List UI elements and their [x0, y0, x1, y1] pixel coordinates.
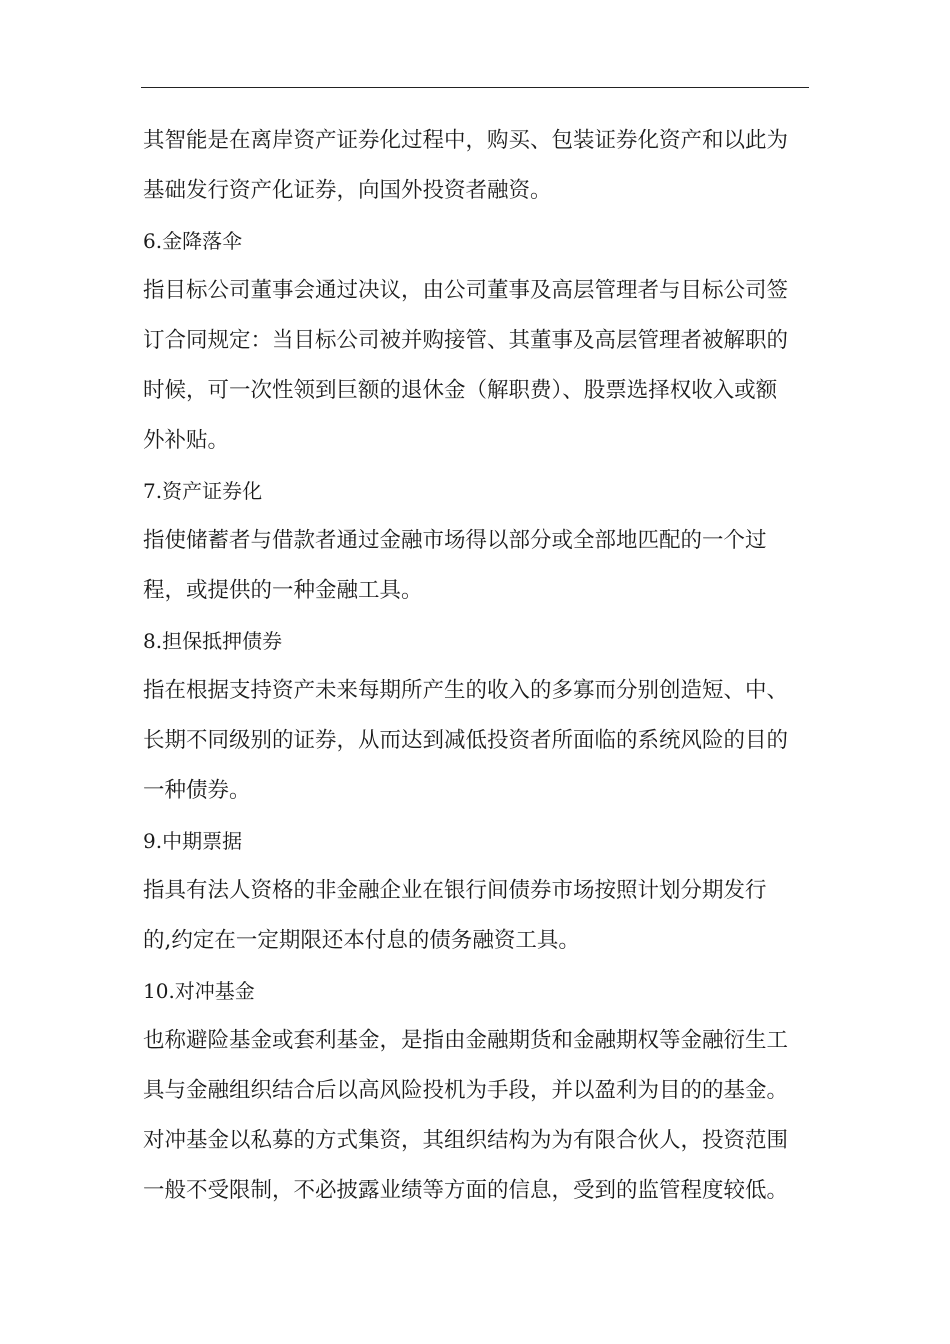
- body-line: 具与金融组织结合后以高风险投机为手段，并以盈利为目的的基金。: [143, 1078, 789, 1103]
- body-line: 一般不受限制，不必披露业绩等方面的信息，受到的监管程度较低。: [143, 1178, 789, 1203]
- body-line: 指具有法人资格的非金融企业在银行间债券市场按照计划分期发行: [143, 878, 767, 903]
- document-body: [143, 116, 811, 1216]
- body-line: 指目标公司董事会通过决议，由公司董事及高层管理者与目标公司签: [143, 278, 789, 303]
- body-line: 其智能是在离岸资产证券化过程中，购买、包装证券化资产和以此为: [143, 128, 789, 153]
- body-line: 的,约定在一定期限还本付息的债务融资工具。: [143, 928, 580, 953]
- body-line: 基础发行资产化证券，向国外投资者融资。: [143, 178, 552, 203]
- body-line: 也称避险基金或套利基金，是指由金融期货和金融期权等金融衍生工: [143, 1028, 789, 1053]
- section-heading: 7.资产证券化: [143, 479, 263, 503]
- header-rule: [141, 87, 809, 88]
- body-line: 时候，可一次性领到巨额的退休金（解职费）、股票选择权收入或额: [143, 378, 778, 403]
- body-line: 指在根据支持资产未来每期所产生的收入的多寡而分别创造短、中、: [143, 678, 789, 703]
- body-line: 指使储蓄者与借款者通过金融市场得以部分或全部地匹配的一个过: [143, 528, 767, 553]
- body-line: 外补贴。: [143, 428, 230, 453]
- section-heading: 9.中期票据: [143, 829, 243, 853]
- body-line: 长期不同级别的证券，从而达到减低投资者所面临的系统风险的目的: [143, 728, 789, 753]
- body-line: 一种债券。: [143, 778, 251, 803]
- body-line: 对冲基金以私募的方式集资，其组织结构为为有限合伙人，投资范围: [143, 1128, 789, 1153]
- body-line: 程，或提供的一种金融工具。: [143, 578, 423, 603]
- section-heading: 8.担保抵押债券: [143, 629, 283, 653]
- section-heading: 6.金降落伞: [143, 229, 243, 253]
- section-heading: 10.对冲基金: [143, 979, 255, 1003]
- body-line: 订合同规定：当目标公司被并购接管、其董事及高层管理者被解职的: [143, 328, 789, 353]
